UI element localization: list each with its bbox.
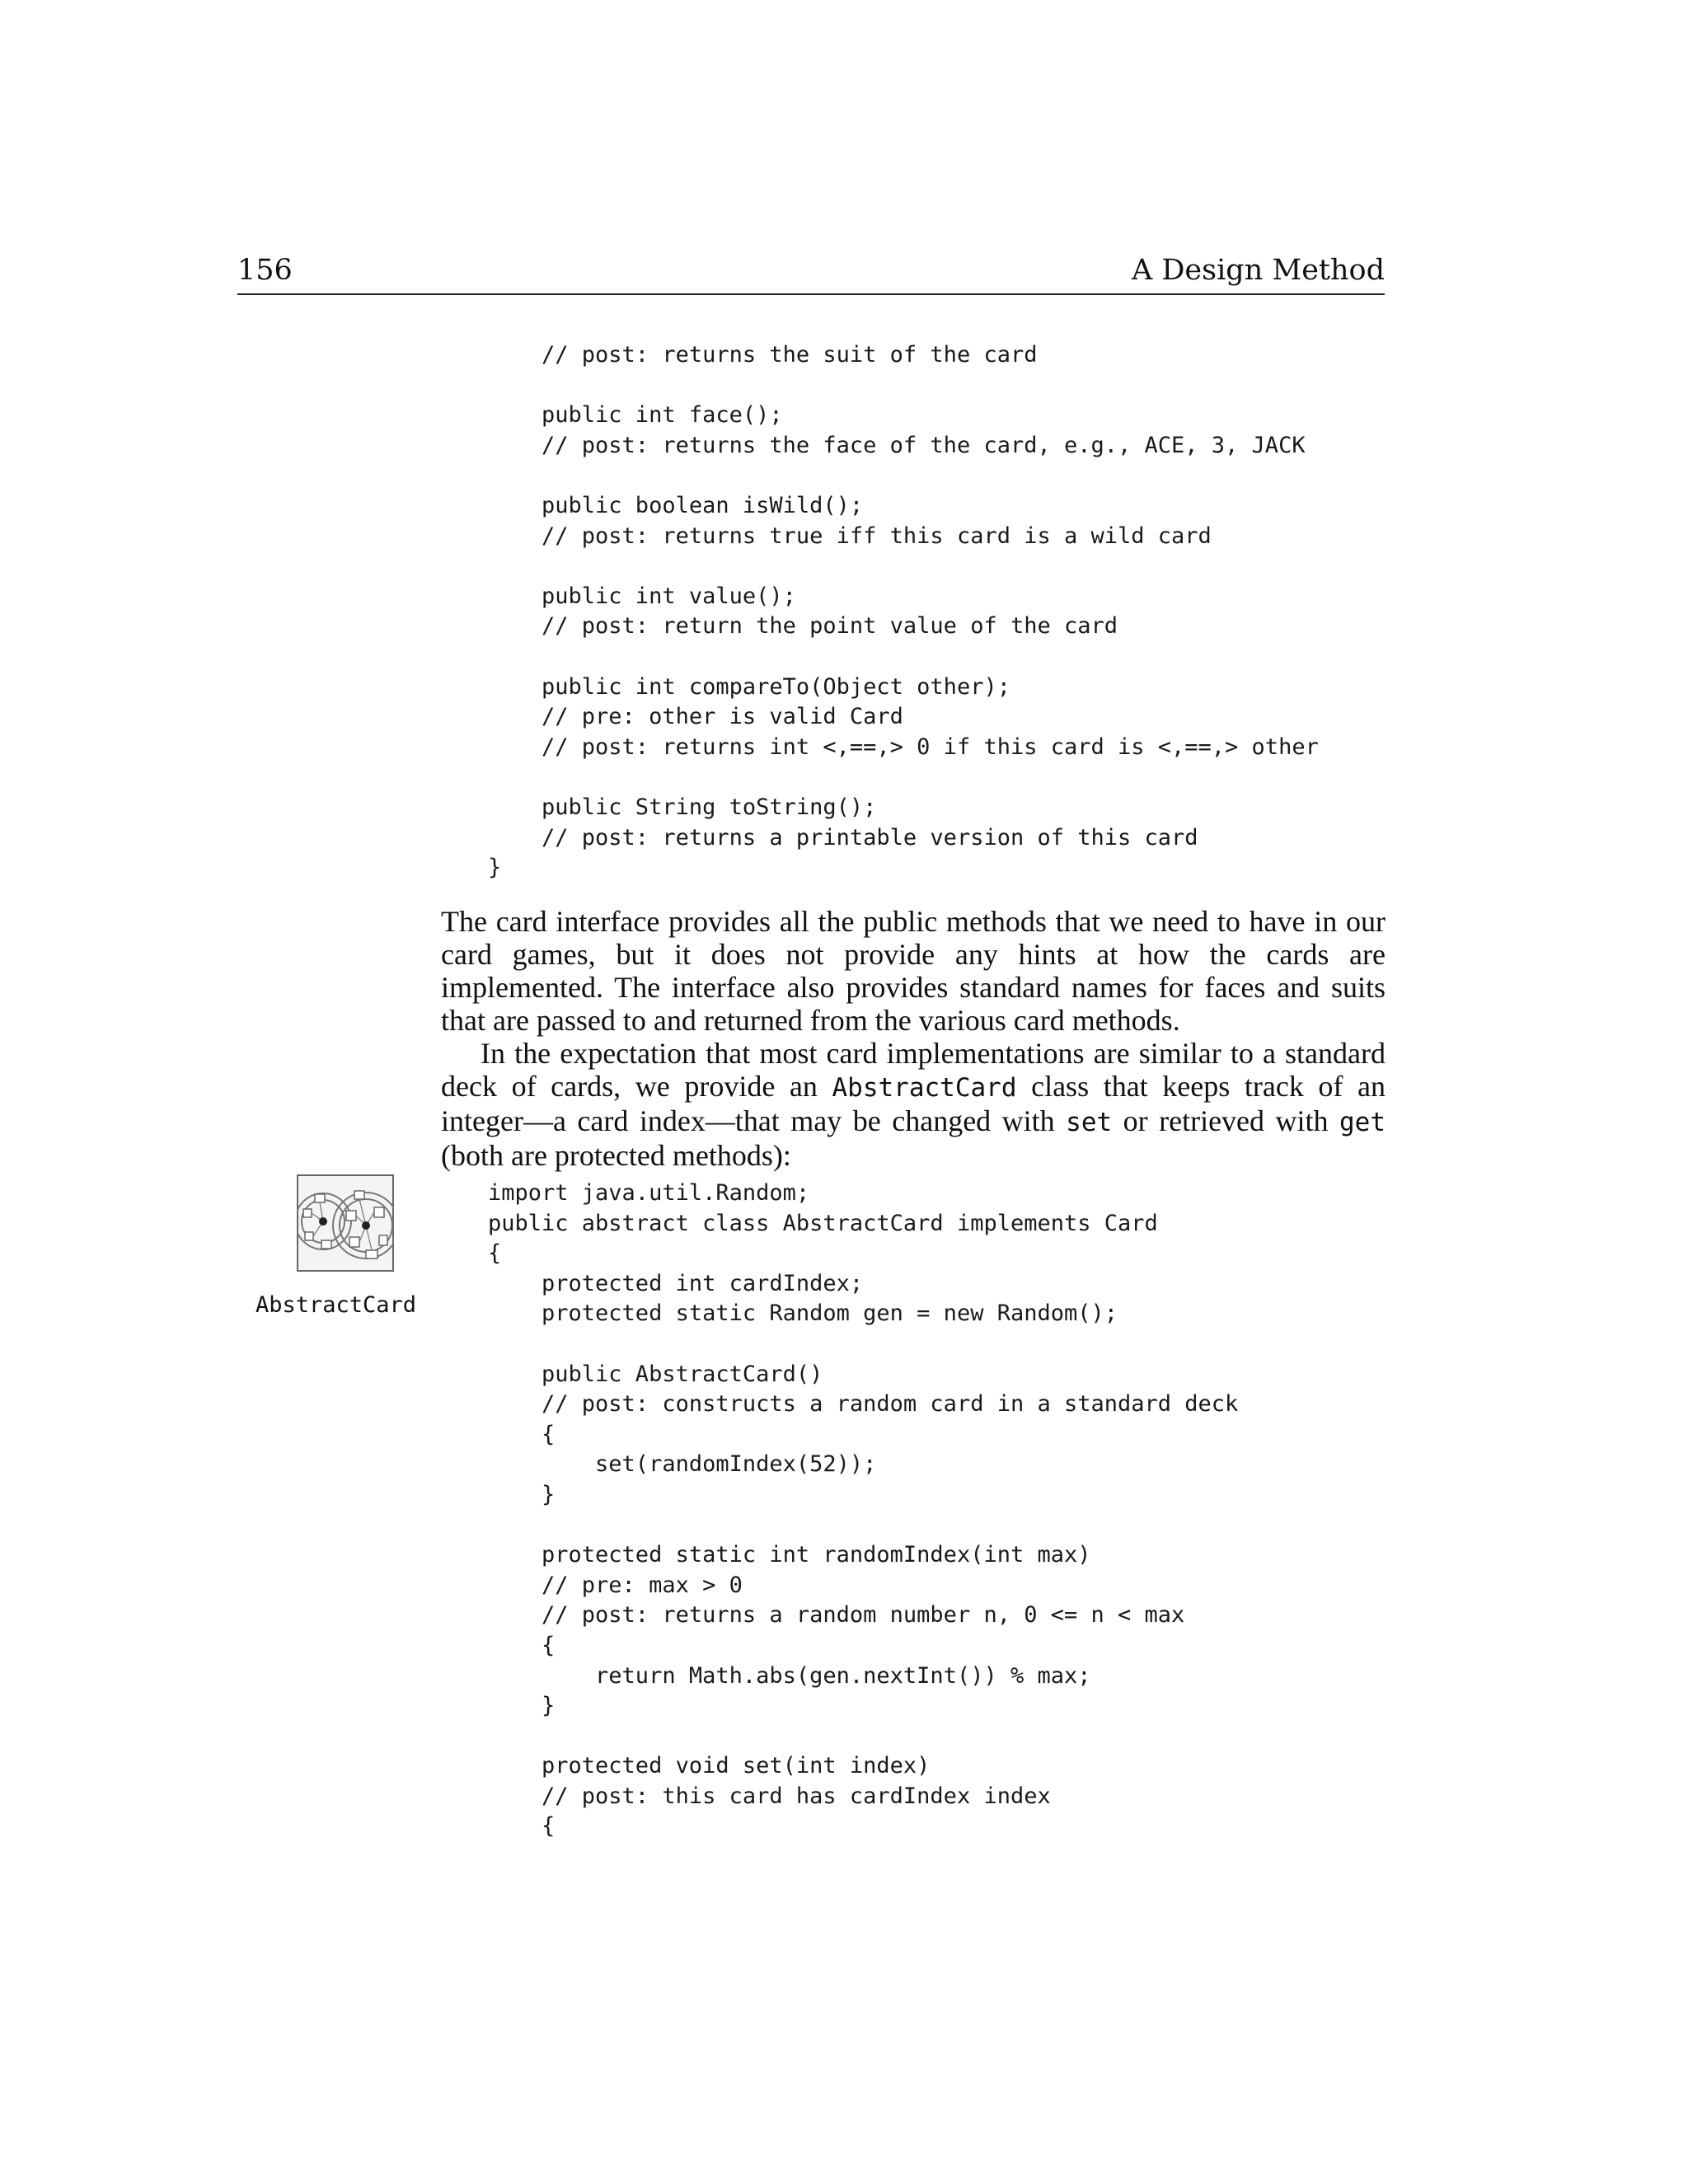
code-line: protected static int randomIndex(int max) bbox=[488, 1542, 1091, 1568]
code-line: import java.util.Random; bbox=[488, 1180, 810, 1206]
code-line bbox=[488, 371, 1319, 401]
code-line: public int face(); bbox=[488, 402, 783, 429]
inline-code-abstractcard: AbstractCard bbox=[832, 1073, 1017, 1103]
inline-code-set: set bbox=[1066, 1108, 1113, 1137]
code-line: protected void set(int index) bbox=[488, 1753, 931, 1779]
code-line: { bbox=[488, 1632, 556, 1658]
code-line: public abstract class AbstractCard implements Card bbox=[488, 1210, 1158, 1236]
code-line: public int compareTo(Object other); bbox=[488, 673, 1010, 700]
code-line: } bbox=[488, 1481, 556, 1507]
code-line: { bbox=[488, 1813, 556, 1840]
code-line bbox=[488, 1511, 1238, 1541]
page-number: 156 bbox=[237, 254, 293, 287]
code-line: // post: this card has cardIndex index bbox=[488, 1783, 1051, 1809]
code-line: // post: returns int <,==,> 0 if this card is <,==,> other bbox=[488, 733, 1319, 760]
code-line: { bbox=[488, 1240, 502, 1267]
code-line: protected int cardIndex; bbox=[488, 1270, 864, 1296]
code-line: public int value(); bbox=[488, 583, 796, 609]
code-line bbox=[488, 1329, 1238, 1360]
running-title: A Design Method bbox=[1131, 254, 1385, 287]
body-text bbox=[441, 905, 1386, 1172]
code-line bbox=[488, 1722, 1238, 1752]
code-block-abstract-card bbox=[488, 1179, 1238, 1842]
code-line: } bbox=[488, 1693, 556, 1719]
code-line: // post: returns the face of the card, e.g., ACE, 3, JACK bbox=[488, 432, 1306, 458]
code-block-card-interface bbox=[488, 340, 1319, 883]
code-line: return Math.abs(gen.nextInt()) % max; bbox=[488, 1662, 1091, 1689]
paragraph-abstract-card: In the expectation that most card implementations are similar to a standard deck of cards, we provide an AbstractCard class that keeps track of an integer—a card index—that may be changed with set or retrieved with get (both are protected methods): bbox=[441, 1037, 1386, 1172]
code-line: // post: returns a random number n, 0 <= n < max bbox=[488, 1602, 1185, 1629]
code-line bbox=[488, 642, 1319, 673]
code-line bbox=[488, 762, 1319, 793]
code-line: } bbox=[488, 855, 502, 881]
code-line: protected static Random gen = new Random(); bbox=[488, 1301, 1118, 1327]
code-line: // post: returns true iff this card is a wild card bbox=[488, 523, 1212, 549]
code-line: set(randomIndex(52)); bbox=[488, 1451, 877, 1478]
code-line bbox=[488, 461, 1319, 491]
code-line: { bbox=[488, 1421, 556, 1447]
code-line: // post: constructs a random card in a standard deck bbox=[488, 1391, 1239, 1418]
running-header bbox=[237, 247, 1385, 295]
code-line: public AbstractCard() bbox=[488, 1361, 823, 1387]
inline-code-get: get bbox=[1339, 1108, 1386, 1137]
code-line: public boolean isWild(); bbox=[488, 492, 864, 518]
code-line: // pre: max > 0 bbox=[488, 1572, 743, 1598]
code-line bbox=[488, 551, 1319, 582]
code-line: // post: return the point value of the card bbox=[488, 613, 1118, 640]
code-line: // post: returns the suit of the card bbox=[488, 342, 1038, 368]
gears-icon bbox=[297, 1174, 394, 1272]
paragraph-card-interface: The card interface provides all the public methods that we need to have in our card games, but it does not provide any hints at how the cards are implemented. The interface also provides standard names for faces and suits that are passed to and returned from the various card methods. bbox=[441, 905, 1386, 1037]
code-line: // post: returns a printable version of this card bbox=[488, 824, 1198, 851]
code-line: public String toString(); bbox=[488, 794, 877, 820]
margin-note-label: AbstractCard bbox=[256, 1292, 417, 1318]
code-line: // pre: other is valid Card bbox=[488, 704, 903, 730]
